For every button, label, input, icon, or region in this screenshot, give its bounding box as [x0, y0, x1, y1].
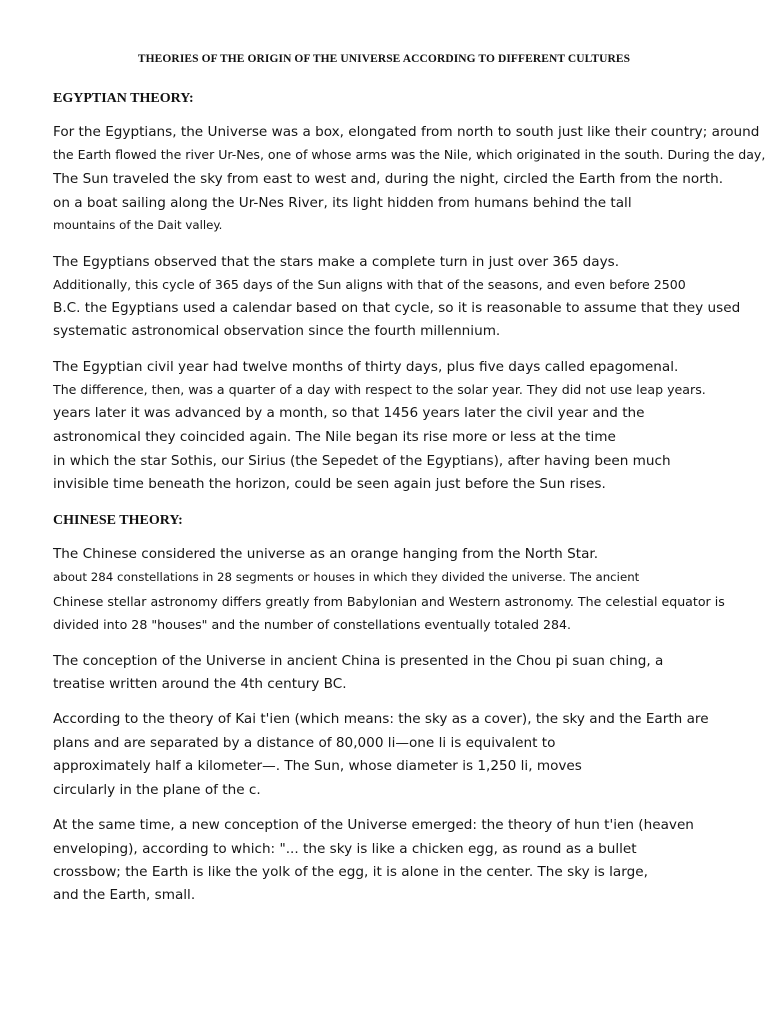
text-line: At the same time, a new conception of the Universe emerged: the theory of hun t'ien (heaven	[53, 817, 694, 833]
text-line: systematic astronomical observation since the fourth millennium.	[53, 323, 501, 339]
document-title: THEORIES OF THE ORIGIN OF THE UNIVERSE ACCORDING TO DIFFERENT CULTURES	[137, 53, 631, 65]
text-line: invisible time beneath the horizon, could be seen again just before the Sun rises.	[53, 476, 606, 492]
text-line: For the Egyptians, the Universe was a box, elongated from north to south just like their country; around	[53, 124, 760, 140]
text-line: B.C. the Egyptians used a calendar based on that cycle, so it is reasonable to assume that they used	[53, 300, 741, 316]
text-line: the Earth flowed the river Ur-Nes, one of whose arms was the Nile, which originated in the south. During the day,	[53, 147, 766, 162]
text-line: enveloping), according to which: "... the sky is like a chicken egg, as round as a bullet	[53, 841, 637, 857]
text-line: and the Earth, small.	[53, 887, 196, 903]
text-line: in which the star Sothis, our Sirius (the Sepedet of the Egyptians), after having been much	[53, 453, 671, 469]
text-line: astronomical they coincided again. The Nile began its rise more or less at the time	[53, 429, 616, 445]
text-line: The Egyptian civil year had twelve months of thirty days, plus five days called epagomenal.	[53, 359, 679, 375]
egyptian-heading: EGYPTIAN THEORY:	[53, 91, 194, 106]
text-line: Additionally, this cycle of 365 days of the Sun aligns with that of the seasons, and even before 2500	[53, 277, 686, 292]
text-line: crossbow; the Earth is like the yolk of the egg, it is alone in the center. The sky is large,	[53, 864, 648, 880]
text-line: The Egyptians observed that the stars make a complete turn in just over 365 days.	[53, 254, 620, 270]
text-line: The Chinese considered the universe as an orange hanging from the North Star.	[53, 546, 599, 562]
text-line: about 284 constellations in 28 segments or houses in which they divided the universe. The ancient	[53, 570, 640, 584]
text-line: approximately half a kilometer—. The Sun, whose diameter is 1,250 li, moves	[53, 758, 582, 774]
text-line: on a boat sailing along the Ur-Nes River, its light hidden from humans behind the tall	[53, 195, 632, 211]
text-line: Chinese stellar astronomy differs greatly from Babylonian and Western astronomy. The celestial equator is	[53, 594, 725, 609]
text-line: years later it was advanced by a month, so that 1456 years later the civil year and the	[53, 405, 645, 421]
text-line: The Sun traveled the sky from east to west and, during the night, circled the Earth from the north.	[53, 171, 724, 187]
text-line: mountains of the Dait valley.	[53, 218, 223, 232]
text-line: divided into 28 "houses" and the number of constellations eventually totaled 284.	[53, 617, 571, 632]
text-line: The conception of the Universe in ancient China is presented in the Chou pi suan ching, a	[53, 653, 664, 669]
text-line: The difference, then, was a quarter of a day with respect to the solar year. They did not use leap years.	[53, 382, 706, 397]
text-line: plans and are separated by a distance of 80,000 li—one li is equivalent to	[53, 735, 556, 751]
chinese-heading: CHINESE THEORY:	[53, 513, 183, 528]
text-line: According to the theory of Kai t'ien (which means: the sky as a cover), the sky and the Earth are	[53, 711, 709, 727]
text-line: treatise written around the 4th century BC.	[53, 676, 347, 692]
text-line: circularly in the plane of the c.	[53, 782, 261, 798]
